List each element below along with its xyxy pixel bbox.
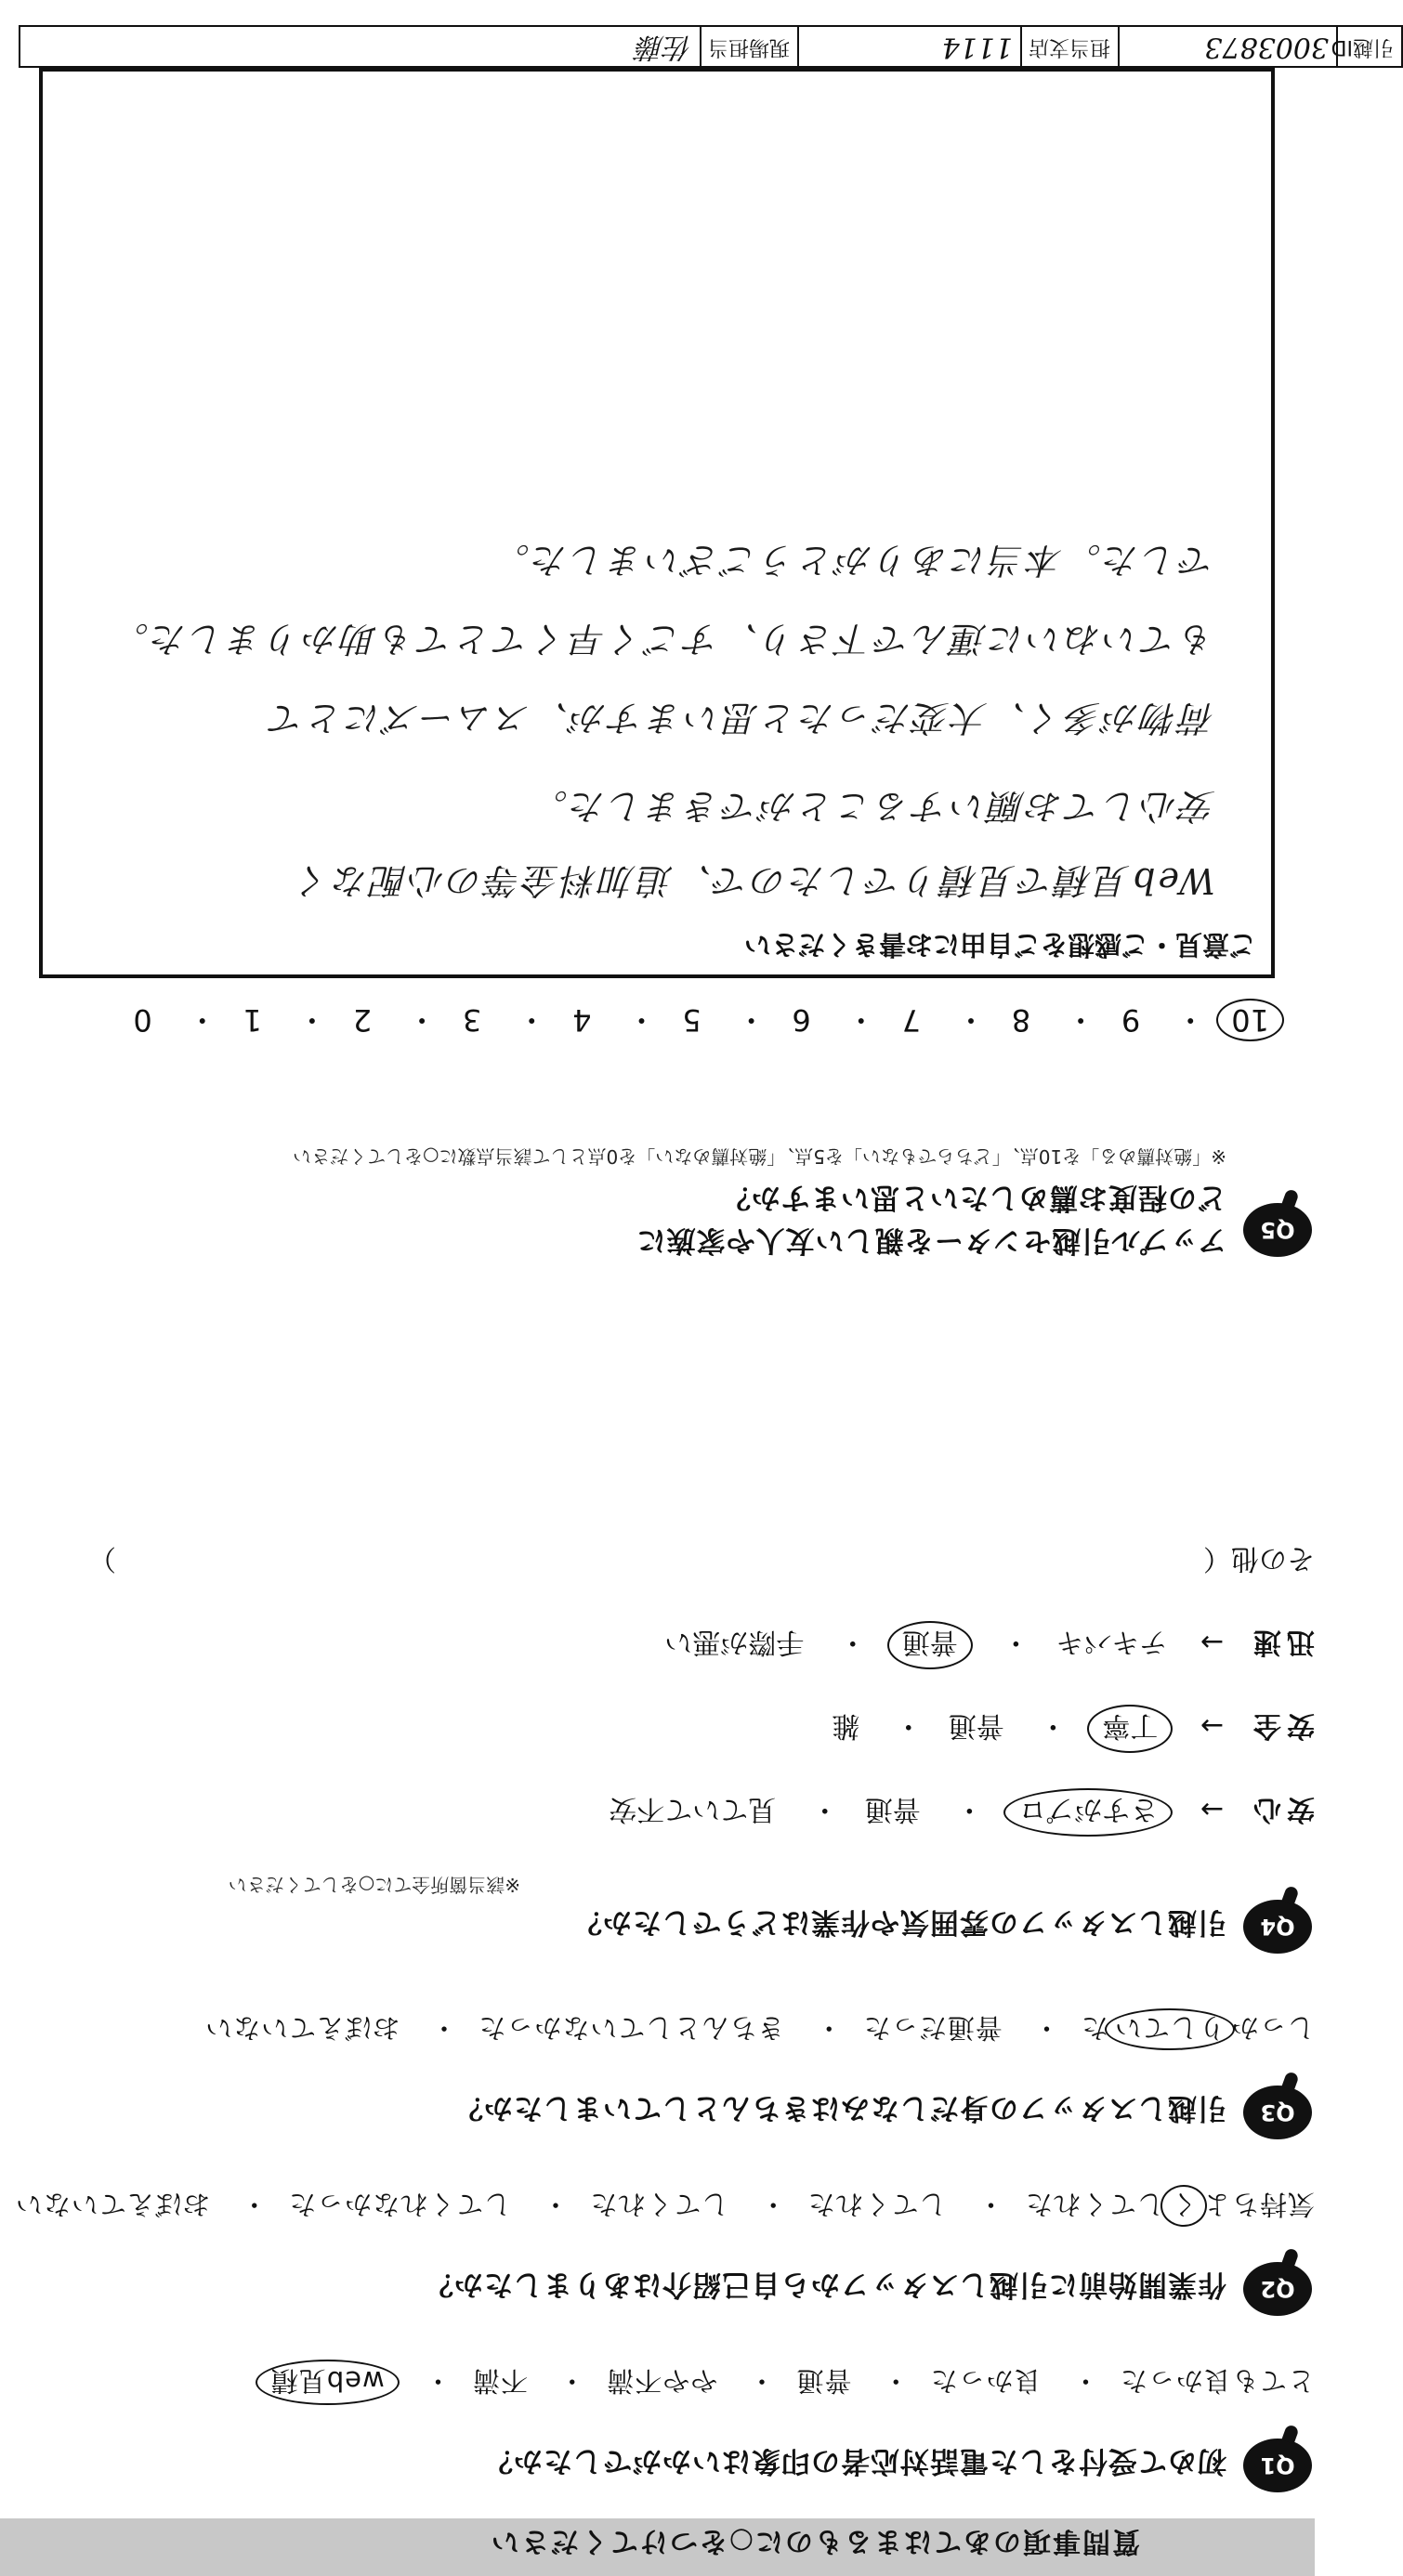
q1-option-6-selected[interactable]: web見積 bbox=[256, 2360, 400, 2405]
q5-text-line-2: どの程度お薦めしたいと思いますか？ bbox=[721, 1181, 1226, 1214]
q5-score-7[interactable]: 7 bbox=[901, 1002, 921, 1038]
q2-option-1-suffix: してくれた bbox=[1024, 2189, 1164, 2220]
q5-score-4[interactable]: 4 bbox=[572, 1002, 592, 1038]
q4-other-label: その他（ bbox=[1203, 1542, 1315, 1575]
question-3 bbox=[0, 2000, 1403, 2158]
question-1 bbox=[0, 2353, 1403, 2511]
q2-option-1-prefix: 気持ちよ bbox=[1202, 2189, 1315, 2220]
q5-score-2[interactable]: 2 bbox=[352, 1002, 373, 1038]
q1-option-1[interactable]: とても良かった bbox=[1119, 2365, 1315, 2397]
q2-option-3[interactable]: してくれた bbox=[589, 2189, 729, 2220]
q2-option-5[interactable]: おぼえていない bbox=[14, 2189, 210, 2220]
q1-options: とても良かった・ 良かった・ 普通・ やや不満・ 不満・ web見積 bbox=[261, 2363, 1315, 2401]
q5-badge-icon: Q5 bbox=[1243, 1203, 1312, 1257]
q4-row-1-selected[interactable]: さすがプロ bbox=[1003, 1788, 1173, 1837]
q4-row-2-option-2[interactable]: 普通 bbox=[948, 1709, 1004, 1742]
instruction-banner bbox=[0, 2518, 1315, 2576]
branch-label: 担当支店 bbox=[1020, 27, 1118, 66]
comment-box[interactable] bbox=[39, 68, 1275, 978]
q3-option-1-prefix: しっか bbox=[1230, 2012, 1315, 2044]
q4-row-2-label: 安全 bbox=[1248, 1709, 1315, 1742]
comment-line-4: もていねいに運んで下さり、すごく早くてとても助かりました。 bbox=[110, 619, 1215, 660]
q5-score-9[interactable]: 9 bbox=[1121, 1002, 1141, 1038]
q1-badge-icon: Q1 bbox=[1243, 2439, 1312, 2492]
q5-score-8[interactable]: 8 bbox=[1011, 1002, 1031, 1038]
q5-score-0[interactable]: 0 bbox=[133, 1002, 152, 1038]
branch-value: 1114 bbox=[797, 27, 1020, 66]
q5-score-1[interactable]: 1 bbox=[243, 1002, 262, 1038]
comment-line-3: 荷物が多く、大変だったと思いますが、スムーズにとて bbox=[267, 698, 1215, 739]
q4-text: 引越しスタッフの雰囲気や作業はどうでしたか？ bbox=[572, 1905, 1226, 1939]
q4-badge-icon: Q4 bbox=[1243, 1900, 1312, 1954]
id-label: 引越ID bbox=[1336, 27, 1401, 66]
q1-option-4[interactable]: やや不満 bbox=[606, 2365, 718, 2397]
q5-text-line-1: アップル引越センターを親しい友人や家族に bbox=[636, 1223, 1226, 1257]
q4-row-anshin: 安心→ さすがプロ・ 普通・ 見ていて不安 bbox=[609, 1792, 1315, 1833]
comment-line-5: でした。本当にありがとうございました。 bbox=[491, 540, 1215, 581]
q4-row-3-selected[interactable]: 普通 bbox=[887, 1621, 973, 1669]
q2-option-2[interactable]: してくれた bbox=[806, 2189, 947, 2220]
question-2 bbox=[0, 2177, 1403, 2334]
q5-score-6[interactable]: 6 bbox=[792, 1002, 811, 1038]
q5-score-5[interactable]: 5 bbox=[682, 1002, 702, 1038]
footer-table bbox=[19, 25, 1403, 68]
q2-options: 気持ちよくしてくれた・ してくれた・ してくれた・ してくれなかった・ おぼえていない bbox=[15, 2187, 1315, 2225]
q2-text: 作業開始前に引越しスタッフから自己紹介はありましたか？ bbox=[424, 2268, 1226, 2301]
q3-option-1[interactable] bbox=[1081, 2012, 1315, 2044]
staff-label: 現場担当 bbox=[700, 27, 797, 66]
q2-option-4[interactable]: してくれなかった bbox=[288, 2189, 512, 2220]
q2-badge-icon: Q2 bbox=[1243, 2262, 1312, 2316]
instruction-text: 質問事項のあてはまるものに○をつけてください bbox=[489, 2525, 1140, 2557]
q3-option-1-suffix: た bbox=[1080, 2012, 1108, 2044]
staff-value: 佐藤 bbox=[636, 31, 692, 63]
q3-options: しっかりしていた・ 普通だった・ きちんとしていなかった・ おぼえていない bbox=[204, 2010, 1315, 2048]
q5-scale: 10・ 9・ 8・ 7・ 6・ 5・ 4・ 3・ 2・ 1・ 0 bbox=[119, 999, 1284, 1043]
q1-option-2[interactable]: 良かった bbox=[929, 2365, 1042, 2397]
q4-row-1-label: 安心 bbox=[1248, 1793, 1315, 1825]
q4-row-3-option-3[interactable]: 手際が悪い bbox=[664, 1626, 805, 1658]
comment-title: ご意見・ご感想をご自由にお書きください bbox=[743, 929, 1256, 961]
q4-other bbox=[88, 1541, 1315, 1582]
q4-row-2-selected[interactable]: 丁寧 bbox=[1087, 1705, 1173, 1753]
q3-text: 引越しスタッフの身だしなみはきちんとしていましたか？ bbox=[453, 2091, 1226, 2125]
q2-option-1[interactable] bbox=[1025, 2189, 1315, 2220]
q1-option-5[interactable]: 不満 bbox=[471, 2365, 528, 2397]
question-5 bbox=[0, 1062, 1403, 1275]
id-value: 3003873 bbox=[1118, 27, 1336, 66]
q2-option-1-circled: く bbox=[1160, 2185, 1207, 2227]
q4-row-jinsoku: 迅速→ テキパキ・ 普通・ 手際が悪い bbox=[664, 1625, 1315, 1666]
q4-row-3-option-1[interactable]: テキパキ bbox=[1056, 1626, 1168, 1658]
q3-option-3[interactable]: きちんとしていなかった bbox=[478, 2012, 785, 2044]
q4-row-1-option-2[interactable]: 普通 bbox=[864, 1793, 921, 1825]
q3-badge-icon: Q3 bbox=[1243, 2086, 1312, 2139]
q4-row-anzen: 安全→ 丁寧・ 普通・ 雑 bbox=[832, 1708, 1315, 1749]
q3-option-4[interactable]: おぼえていない bbox=[204, 2012, 400, 2044]
q5-score-3[interactable]: 3 bbox=[462, 1002, 482, 1038]
comment-line-1: Web見積で見積りでしたので、追加料金等の心配なく bbox=[292, 860, 1215, 901]
q3-option-2[interactable]: 普通だった bbox=[862, 2012, 1003, 2044]
q3-option-1-circled: りしてい bbox=[1105, 2008, 1235, 2050]
question-4 bbox=[0, 1526, 1403, 1972]
q5-note: ※「絶対薦める」を10点、「どちらでもない」を5点、「絶対薦めない」を0点として該当点数に○をしてください bbox=[293, 1145, 1226, 1168]
q4-row-2-option-3[interactable]: 雑 bbox=[832, 1709, 860, 1742]
q4-other-close: ） bbox=[88, 1542, 116, 1575]
q4-row-3-label: 迅速 bbox=[1248, 1626, 1315, 1658]
q1-text: 初めて受付をした電話対応者の印象はいかがでしたか？ bbox=[483, 2444, 1226, 2478]
q4-note: ※該当箇所全てに○をしてください bbox=[228, 1874, 520, 1896]
q1-option-3[interactable]: 普通 bbox=[795, 2365, 852, 2397]
q5-score-10-selected[interactable]: 10 bbox=[1216, 999, 1284, 1041]
q4-row-1-option-3[interactable]: 見ていて不安 bbox=[609, 1793, 777, 1825]
comment-line-2: 安心してお願いすることができました。 bbox=[529, 786, 1215, 827]
